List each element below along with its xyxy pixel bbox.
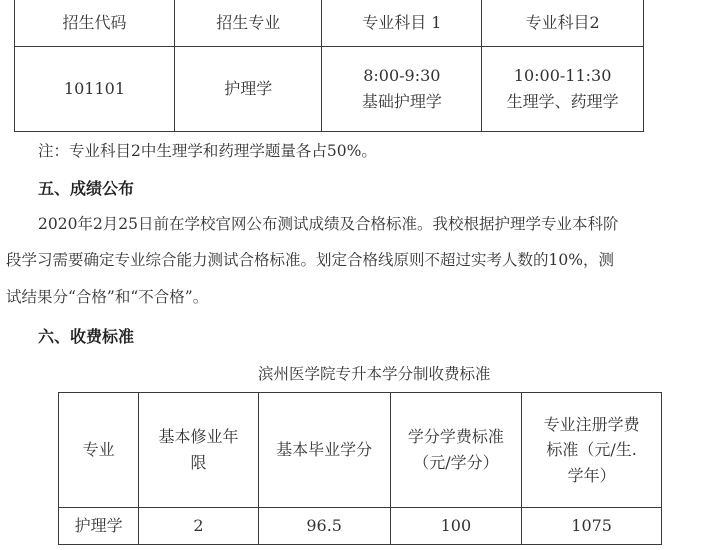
exam-schedule-table — [14, 0, 644, 132]
header-code: 招生代码 — [15, 0, 175, 47]
header-major: 专业 — [59, 393, 139, 508]
fee-table-title: 滨州医学院专升本学分制收费标准 — [258, 365, 491, 383]
cell-credits: 96.5 — [258, 508, 390, 545]
subject2-time: 10:00-11:30 — [513, 66, 612, 86]
cell-credit-fee: 100 — [390, 508, 522, 545]
subject2-name: 生理学、药理学 — [506, 92, 619, 111]
cell-subject2 — [482, 47, 644, 132]
section5-heading: 五、成绩公布 — [38, 179, 135, 198]
table-header-row — [59, 393, 662, 508]
header-subject2: 专业科目2 — [482, 0, 644, 47]
cell-major: 护理学 — [174, 47, 322, 132]
header-credit-fee: 学分学费标准 （元/学分） — [390, 393, 522, 508]
table-row — [59, 508, 662, 545]
cell-years: 2 — [139, 508, 259, 545]
section5-line-3: 试结果分“合格”和“不合格”。 — [6, 288, 209, 306]
subject1-name: 基础护理学 — [361, 92, 442, 111]
table-header-row — [15, 0, 644, 47]
header-reg-fee: 专业注册学费 标准（元/生. 学年） — [522, 393, 662, 508]
cell-code: 101101 — [15, 47, 175, 132]
cell-subject1 — [322, 47, 482, 132]
header-major: 招生专业 — [174, 0, 322, 47]
cell-major: 护理学 — [59, 508, 139, 545]
section5-line-2: 段学习需要确定专业综合能力测试合格标准。划定合格线原则不超过实考人数的10%，测 — [6, 251, 614, 269]
header-credits: 基本毕业学分 — [258, 393, 390, 508]
cell-reg-fee: 1075 — [522, 508, 662, 545]
note-text: 注：专业科目2中生理学和药理学题量各占50%。 — [38, 142, 377, 160]
fee-table — [58, 392, 662, 545]
section6-heading: 六、收费标准 — [38, 327, 135, 346]
section5-line-1: 2020年2月25日前在学校官网公布测试成绩及合格标准。我校根据护理学专业本科阶 — [38, 215, 619, 233]
subject1-time: 8:00-9:30 — [363, 66, 441, 86]
table-row — [15, 47, 644, 132]
header-years: 基本修业年 限 — [139, 393, 259, 508]
header-subject1: 专业科目 1 — [322, 0, 482, 47]
